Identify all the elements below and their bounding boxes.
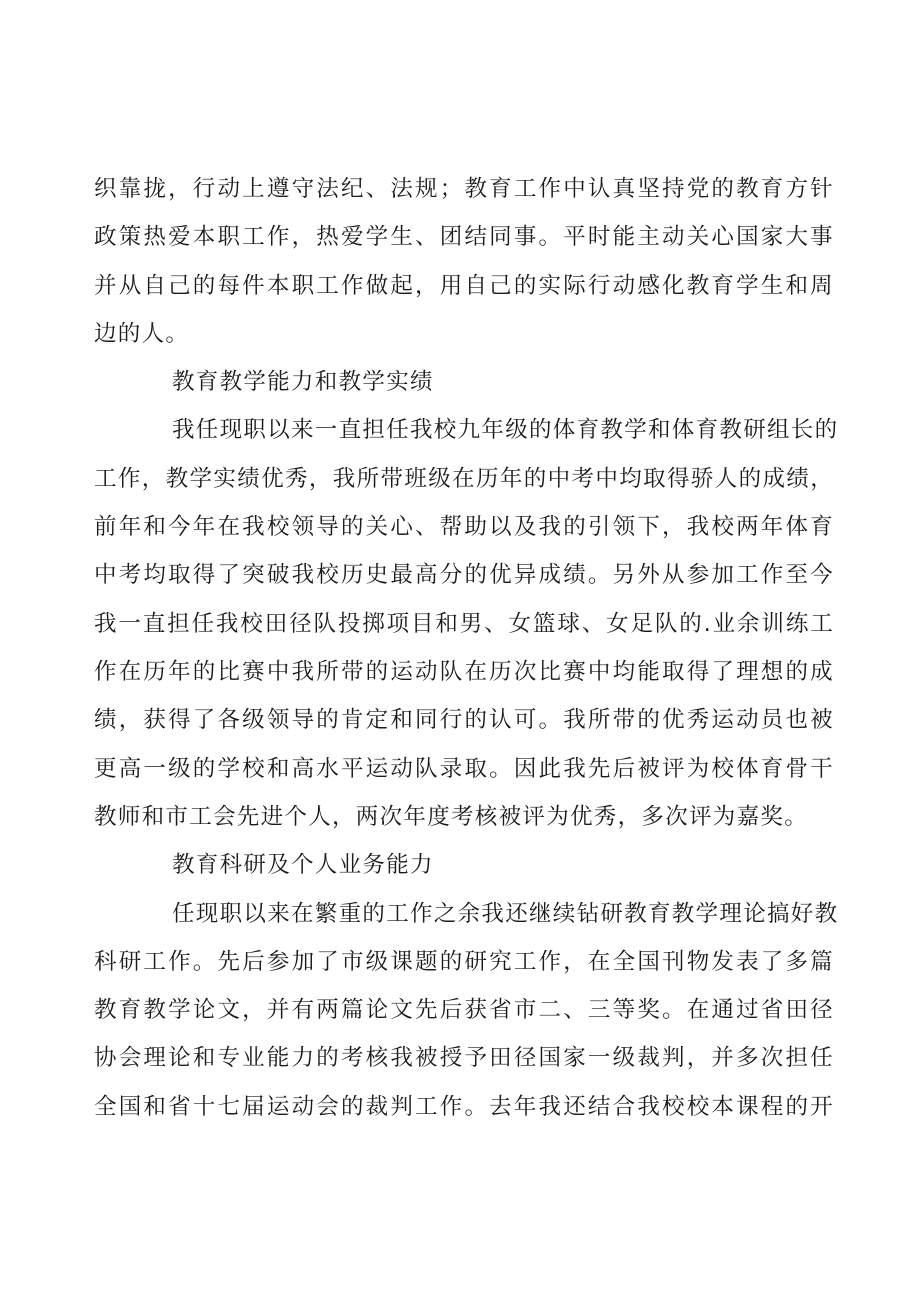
paragraph-line: 科研工作。先后参加了市级课题的研究工作，在全国刊物发表了多篇 (94, 949, 834, 975)
paragraph-line: 作在历年的比赛中我所带的运动队在历次比赛中均能取得了理想的成 (94, 659, 834, 685)
paragraph-line: 前年和今年在我校领导的关心、帮助以及我的引领下，我校两年体育 (94, 514, 834, 540)
paragraph-line: 我任现职以来一直担任我校九年级的体育教学和体育教研组长的 (172, 417, 839, 443)
paragraph-line: 并从自己的每件本职工作做起，用自己的实际行动感化教育学生和周 (94, 273, 834, 299)
paragraph-line: 教育教学论文，并有两篇论文先后获省市二、三等奖。在通过省田径 (94, 997, 834, 1023)
section-heading: 教育科研及个人业务能力 (172, 852, 434, 878)
paragraph-line: 任现职以来在繁重的工作之余我还继续钻研教育教学理论搞好教 (172, 901, 839, 927)
paragraph-line: 协会理论和专业能力的考核我被授予田径国家一级裁判，并多次担任 (94, 1045, 834, 1071)
paragraph-line: 工作，教学实绩优秀，我所带班级在历年的中考中均取得骄人的成绩， (94, 466, 834, 492)
paragraph-line: 中考均取得了突破我校历史最高分的优异成绩。另外从参加工作至今 (94, 562, 834, 588)
paragraph-line: 政策热爱本职工作，热爱学生、团结同事。平时能主动关心国家大事 (94, 224, 834, 250)
paragraph-line: 教师和市工会先进个人，两次年度考核被评为优秀，多次评为嘉奖。 (94, 804, 809, 830)
paragraph-line: 我一直担任我校田径队投掷项目和男、女篮球、女足队的.业余训练工 (94, 611, 834, 637)
paragraph-line: 更高一级的学校和高水平运动队录取。因此我先后被评为校体育骨干 (94, 756, 834, 782)
paragraph-line: 织靠拢，行动上遵守法纪、法规；教育工作中认真坚持党的教育方针 (94, 176, 834, 202)
paragraph-line: 全国和省十七届运动会的裁判工作。去年我还结合我校校本课程的开 (94, 1094, 834, 1120)
section-heading: 教育教学能力和教学实绩 (172, 369, 434, 395)
paragraph-line: 绩，获得了各级领导的肯定和同行的认可。我所带的优秀运动员也被 (94, 707, 834, 733)
paragraph-line: 边的人。 (94, 321, 190, 347)
